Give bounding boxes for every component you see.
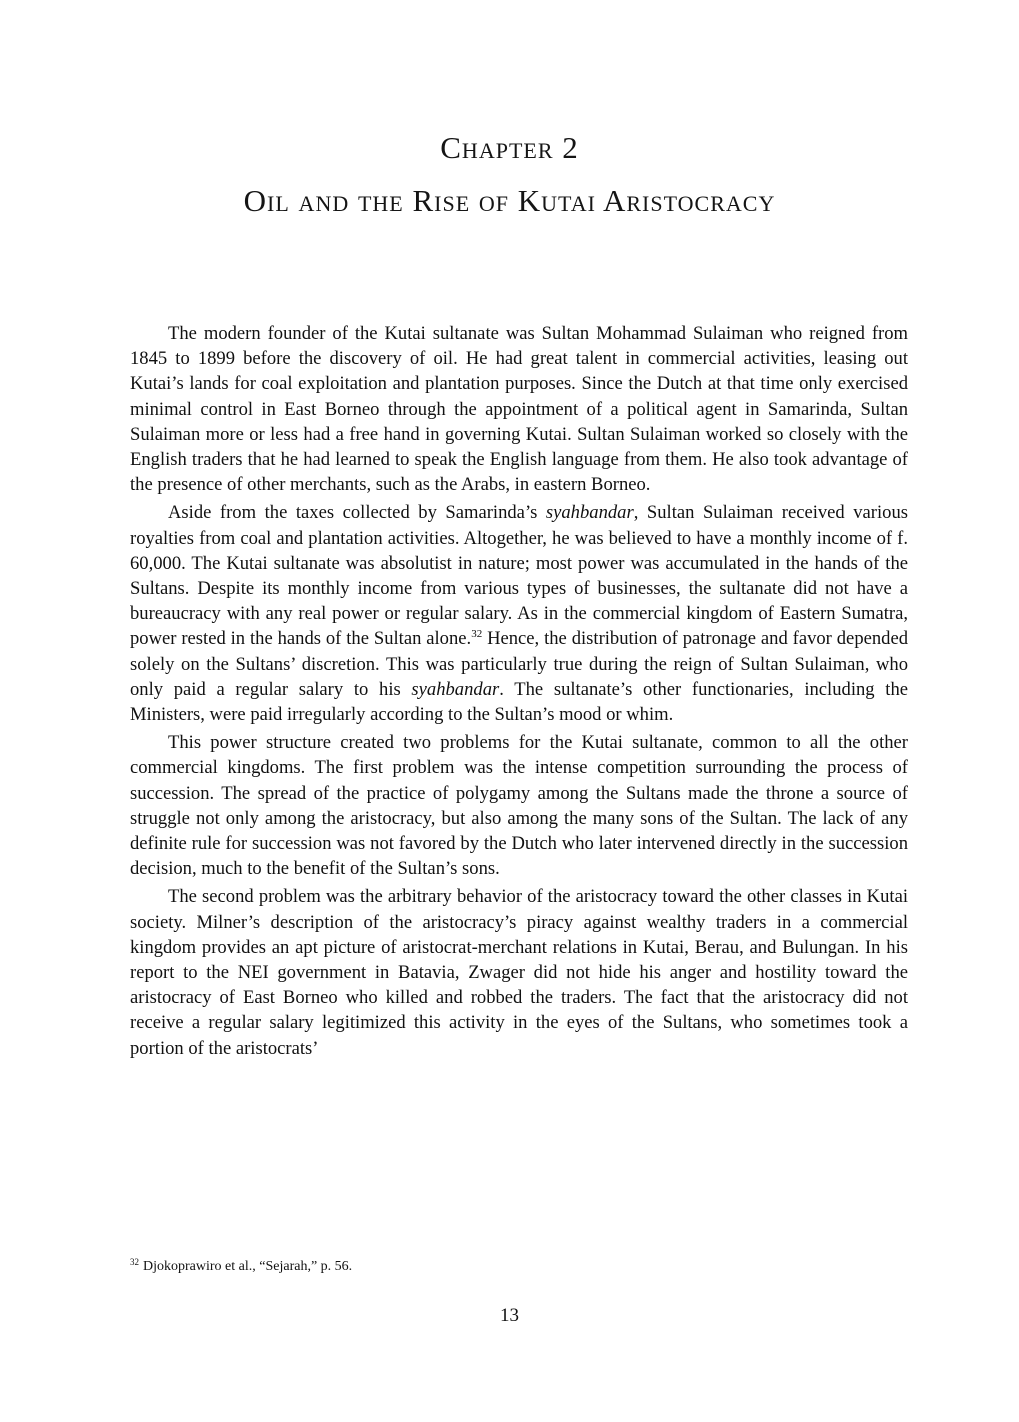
- paragraph-2-part-c: Hence, the distribution of patronage and favor depended solely on the Sultans’ discretion. This was particularly true during the reign of Sultan Sulaiman, who only paid a regular salary to his: [130, 628, 909, 700]
- term-syahbandar-2: syahbandar: [411, 678, 500, 700]
- page-number: 13: [500, 1305, 519, 1326]
- body-text: [130, 321, 908, 1064]
- paragraph-1: The modern founder of the Kutai sultanate was Sultan Mohammad Sulaiman who reigned from 1845 to 1899 before the discovery of oil. He had great talent in commercial activities, leasing out Kutai’s lands for coal exploitation and plantation purposes. Since the Dutch at that time only exercised minimal control in East Borneo through the appointment of a political agent in Samarinda, Sultan Sulaiman more or less had a free hand in governing Kutai. Sultan Sulaiman worked so closely with the English traders that he had learned to speak the English language from them. He also took advantage of the presence of other merchants, such as the Arabs, in eastern Borneo.: [130, 323, 908, 496]
- paragraph-4: The second problem was the arbitrary behavior of the aristocracy toward the other classes in Kutai society. Milner’s description of the aristocracy’s piracy against wealthy traders in a commercial kingdom provides an apt picture of aristocrat-merchant relations in Kutai, Berau, and Bulungan. In his report to the NEI government in Batavia, Zwager did not hide his anger and hostility toward the aristocracy of East Borneo who killed and robbed the traders. The fact that the aristocracy did not receive a regular salary legitimized this activity in the eyes of the Sultans, who sometimes took a portion of the aristocrats’: [130, 886, 908, 1059]
- paragraph-3: This power structure created two problems for the Kutai sultanate, common to all the other commercial kingdoms. The first problem was the intense competition surrounding the process of succession. The spread of the practice of polygamy among the Sultans made the throne a source of struggle not only among the aristocracy, but also among the many sons of the Sultan. The lack of any definite rule for succession was not favored by the Dutch who later intervened directly in the succession decision, much to the benefit of the Sultan’s sons.: [130, 732, 908, 880]
- term-syahbandar: syahbandar: [545, 502, 634, 524]
- footnote-text: Djokoprawiro et al., “Sejarah,” p. 56.: [143, 1259, 353, 1274]
- footnote: [130, 1253, 630, 1276]
- paragraph-2-part-d: . The sultanate’s other functionaries, including the Ministers, were paid irregularly according to the Sultan’s mood or whim.: [130, 678, 908, 726]
- paragraph-2-part-b: , Sultan Sulaiman received various royalties from coal and plantation activities. Altogether, he was believed to have a monthly income of f. 60,000. The Kutai sultanate was absolutist in nature; most power was accumulated in the hands of the Sultans. Despite its monthly income from various types of businesses, the sultanate did not have a bureaucracy with any real power or regular salary. As in the commercial kingdom of Eastern Sumatra, power rested in the hands of the Sultan alone.: [130, 502, 908, 650]
- paragraph-2-part-a: Aside from the taxes collected by Samarinda’s: [168, 502, 546, 524]
- paragraph-2: [130, 500, 908, 727]
- chapter-label: Chapter 2: [440, 130, 579, 165]
- footnote-number: 32: [130, 1257, 139, 1267]
- chapter-title: Oil and the Rise of Kutai Aristocracy: [243, 183, 776, 218]
- footnote-reference: 32: [471, 628, 483, 641]
